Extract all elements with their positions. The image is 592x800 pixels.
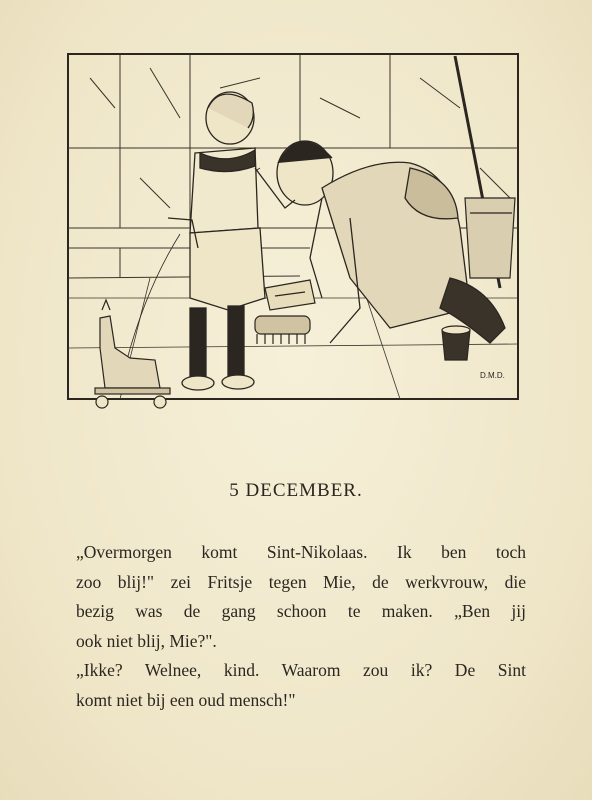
paragraph-1 [76, 538, 526, 656]
scrub-box [265, 280, 315, 310]
text-line: komt niet bij een oud mensch!" [76, 689, 296, 710]
text-line: zoo blij!" zei Fritsje tegen Mie, de werkvrouw, die [76, 571, 526, 592]
illustration [60, 48, 530, 438]
paragraph-2 [76, 656, 526, 715]
illustrator-monogram: D.M.D. [480, 371, 505, 380]
bucket [465, 198, 515, 278]
text-line: „Overmorgen komt Sint-Nikolaas. Ik ben toch [76, 542, 526, 562]
body-text [76, 538, 526, 715]
illustration-drawing [60, 48, 530, 438]
text-line: ook niet blij, Mie?". [76, 630, 217, 651]
text-line: „Ikke? Welnee, kind. Waarom zou ik? De Sint [76, 660, 526, 680]
small-pail [442, 326, 470, 360]
chapter-heading: 5 DECEMBER. [229, 480, 363, 501]
text-line: bezig was de gang schoon te maken. „Ben jij [76, 601, 526, 621]
scrub-brush [255, 316, 310, 344]
boy-figure [120, 92, 295, 390]
toy-horse [95, 300, 170, 408]
